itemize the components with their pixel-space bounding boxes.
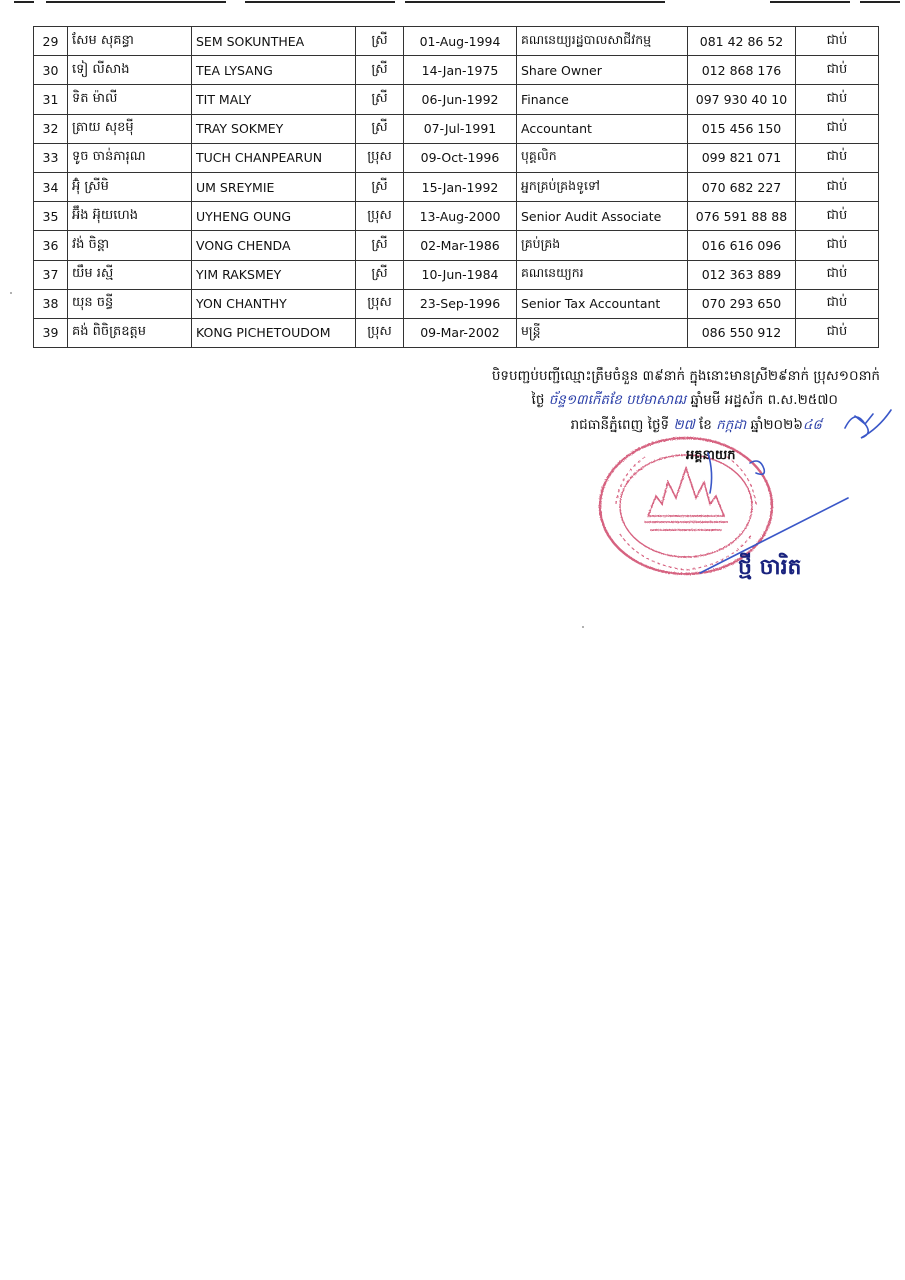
handwritten-month: កក្កដា	[716, 417, 747, 433]
date-of-birth-cell: 09-Oct-1996	[404, 143, 517, 172]
table-row	[34, 318, 879, 347]
table-row	[34, 231, 879, 260]
gender-cell: ប្រុស	[356, 289, 404, 318]
latin-name-cell: TEA LYSANG	[192, 56, 356, 85]
date-of-birth-cell: 14-Jan-1975	[404, 56, 517, 85]
row-number-cell: 32	[34, 114, 68, 143]
row-number-cell: 31	[34, 85, 68, 114]
position-cell: Accountant	[517, 114, 688, 143]
lunar-date-suffix: ឆ្នាំមមី អដ្ឋស័ក ព.ស.២៥៧០	[690, 392, 838, 408]
status-cell: ជាប់	[796, 289, 879, 318]
gender-cell: ប្រុស	[356, 318, 404, 347]
khmer-name-cell: ទៀ លីសាង	[68, 56, 192, 85]
latin-name-cell: VONG CHENDA	[192, 231, 356, 260]
phone-number-cell: 012 363 889	[688, 260, 796, 289]
khmer-name-cell: ទូច ចាន់ភារុណ	[68, 143, 192, 172]
position-cell: គណនេយ្យករ	[517, 260, 688, 289]
khmer-name-cell: ទិត ម៉ាលី	[68, 85, 192, 114]
gender-cell: ស្រី	[356, 172, 404, 201]
row-number-cell: 39	[34, 318, 68, 347]
table-row	[34, 289, 879, 318]
gender-cell: ប្រុស	[356, 202, 404, 231]
scan-speck	[582, 626, 584, 628]
position-cell: Finance	[517, 85, 688, 114]
date-of-birth-cell: 09-Mar-2002	[404, 318, 517, 347]
table-row	[34, 56, 879, 85]
latin-name-cell: TUCH CHANPEARUN	[192, 143, 356, 172]
latin-name-cell: UYHENG OUNG	[192, 202, 356, 231]
row-number-cell: 37	[34, 260, 68, 289]
phone-number-cell: 015 456 150	[688, 114, 796, 143]
table-row	[34, 85, 879, 114]
year-text: ឆ្នាំ២០២៦	[750, 417, 803, 433]
date-of-birth-cell: 13-Aug-2000	[404, 202, 517, 231]
date-of-birth-cell: 01-Aug-1994	[404, 27, 517, 56]
latin-name-cell: UM SREYMIE	[192, 172, 356, 201]
position-cell: គណនេយ្យរដ្ឋបាលសាជីវកម្ម	[517, 27, 688, 56]
phone-number-cell: 016 616 096	[688, 231, 796, 260]
gender-cell: ស្រី	[356, 231, 404, 260]
phone-number-cell: 099 821 071	[688, 143, 796, 172]
row-number-cell: 36	[34, 231, 68, 260]
status-cell: ជាប់	[796, 231, 879, 260]
gender-cell: ស្រី	[356, 85, 404, 114]
latin-name-cell: YIM RAKSMEY	[192, 260, 356, 289]
latin-name-cell: TIT MALY	[192, 85, 356, 114]
latin-name-cell: KONG PICHETOUDOM	[192, 318, 356, 347]
status-cell: ជាប់	[796, 56, 879, 85]
table-row	[34, 143, 879, 172]
status-cell: ជាប់	[796, 260, 879, 289]
row-number-cell: 29	[34, 27, 68, 56]
staff-list-table	[33, 26, 879, 348]
phone-number-cell: 097 930 40 10	[688, 85, 796, 114]
date-of-birth-cell: 06-Jun-1992	[404, 85, 517, 114]
khmer-name-cell: យុន ចន្ធី	[68, 289, 192, 318]
phone-number-cell: 070 682 227	[688, 172, 796, 201]
khmer-name-cell: ត្រាយ សុខមុី	[68, 114, 192, 143]
date-of-birth-cell: 15-Jan-1992	[404, 172, 517, 201]
signer-name: ថ្មី ចារិត	[738, 555, 802, 580]
date-of-birth-cell: 07-Jul-1991	[404, 114, 517, 143]
table-row	[34, 27, 879, 56]
row-number-cell: 34	[34, 172, 68, 201]
khmer-name-cell: គង់ ពិចិត្រឧត្តម	[68, 318, 192, 347]
row-number-cell: 30	[34, 56, 68, 85]
table-row	[34, 172, 879, 201]
row-number-cell: 35	[34, 202, 68, 231]
date-of-birth-cell: 23-Sep-1996	[404, 289, 517, 318]
position-cell: Share Owner	[517, 56, 688, 85]
position-cell: Senior Tax Accountant	[517, 289, 688, 318]
handwritten-year-tail: ៤៨	[802, 417, 822, 433]
status-cell: ជាប់	[796, 85, 879, 114]
date-of-birth-cell: 02-Mar-1986	[404, 231, 517, 260]
handwritten-day: ២៧	[673, 417, 695, 433]
month-label: ខែ	[699, 417, 712, 433]
scan-speck	[10, 292, 12, 294]
phone-number-cell: 076 591 88 88	[688, 202, 796, 231]
position-cell: បុគ្គលិក	[517, 143, 688, 172]
latin-name-cell: YON CHANTHY	[192, 289, 356, 318]
status-cell: ជាប់	[796, 318, 879, 347]
status-cell: ជាប់	[796, 114, 879, 143]
status-cell: ជាប់	[796, 27, 879, 56]
position-cell: គ្រប់គ្រង	[517, 231, 688, 260]
gender-cell: ស្រី	[356, 114, 404, 143]
status-cell: ជាប់	[796, 172, 879, 201]
position-cell: អ្នកគ្រប់គ្រងទូទៅ	[517, 172, 688, 201]
lunar-date-handwritten: ច័ន្ទ១៣កើតខែ បឋមាសាឍ	[548, 392, 687, 408]
table-row	[34, 202, 879, 231]
latin-name-cell: TRAY SOKMEY	[192, 114, 356, 143]
status-cell: ជាប់	[796, 202, 879, 231]
position-cell: Senior Audit Associate	[517, 202, 688, 231]
position-cell: មន្ត្រី	[517, 318, 688, 347]
gender-cell: ស្រី	[356, 27, 404, 56]
row-number-cell: 38	[34, 289, 68, 318]
phone-number-cell: 012 868 176	[688, 56, 796, 85]
table-row	[34, 260, 879, 289]
date-of-birth-cell: 10-Jun-1984	[404, 260, 517, 289]
khmer-name-cell: វង់ ចិន្តា	[68, 231, 192, 260]
row-number-cell: 33	[34, 143, 68, 172]
gender-cell: ប្រុស	[356, 143, 404, 172]
status-cell: ជាប់	[796, 143, 879, 172]
khmer-name-cell: យឹម រស្មី	[68, 260, 192, 289]
gender-cell: ស្រី	[356, 260, 404, 289]
table-row	[34, 114, 879, 143]
lunar-date-prefix: ថ្ងៃ	[531, 392, 545, 408]
place-date-prefix: រាជធានីភ្នំពេញ ថ្ងៃទី	[570, 417, 670, 433]
top-cut-rule	[0, 0, 905, 6]
latin-name-cell: SEM SOKUNTHEA	[192, 27, 356, 56]
signer-title: អគ្គនាយក	[686, 448, 736, 463]
gender-cell: ស្រី	[356, 56, 404, 85]
phone-number-cell: 081 42 86 52	[688, 27, 796, 56]
phone-number-cell: 070 293 650	[688, 289, 796, 318]
phone-number-cell: 086 550 912	[688, 318, 796, 347]
closing-summary-line: បិទបញ្ជប់បញ្ជីឈ្មោះត្រឹមចំនួន ៣៩នាក់ ក្នុងនោះមានស្រី២៩នាក់ ប្រុស១០នាក់	[491, 368, 880, 384]
khmer-name-cell: អ៊ុំ ស្រីមិ	[68, 172, 192, 201]
khmer-name-cell: អ៊ឹង អ៊ុយហេង	[68, 202, 192, 231]
khmer-name-cell: សែម សុគន្ធា	[68, 27, 192, 56]
